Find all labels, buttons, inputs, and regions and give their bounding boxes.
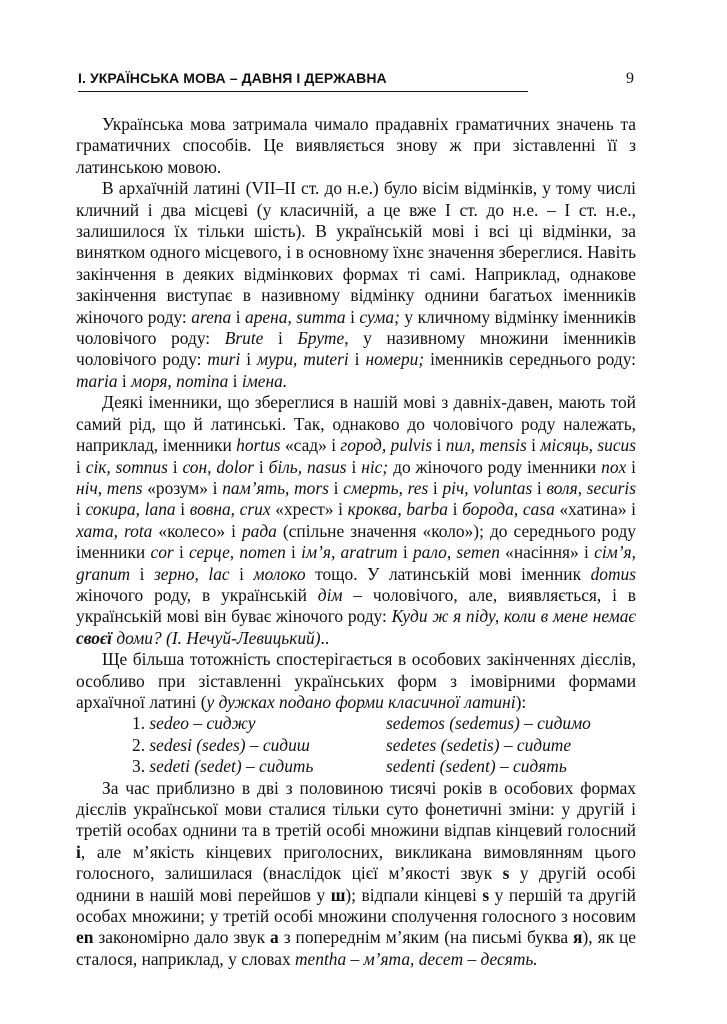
- italic-term: кроква, barba: [347, 499, 448, 520]
- text-run: і: [532, 477, 547, 498]
- italic-term: пил, mensis: [445, 435, 527, 456]
- italic-term: Куди ж я піду, коли в мене немає: [391, 606, 637, 627]
- text-run: і: [285, 542, 302, 563]
- text-run: і: [345, 306, 360, 327]
- text-run: і: [397, 542, 413, 563]
- italic-term: ніс;: [361, 456, 389, 477]
- plural-form: sedemos (sedemus) – сидимо: [386, 713, 591, 734]
- text-run: Українська мова затримала чимало прадавніх граматичних значень та граматичних способів. Це виявляється знову ж при зіставленні її з латинською мовою.: [76, 114, 636, 177]
- header-rule: [78, 91, 528, 92]
- bold-term: s: [502, 863, 510, 884]
- italic-term: arena: [191, 306, 232, 327]
- text-run: – чоловічого, але, виявляється, і в українській мові він буває жіночого роду:: [76, 584, 636, 627]
- conjugation-row: [132, 756, 636, 777]
- paragraph: [76, 649, 636, 713]
- text-run: у другій особі однини в нашій мові перейшов у: [76, 863, 636, 905]
- italic-term: моря, nomina: [131, 370, 229, 391]
- paragraph: [76, 178, 636, 392]
- italic-term: mentha – м’ята, decem – десять.: [295, 948, 538, 969]
- plural-form: sedetes (sedetis) – сидите: [386, 734, 572, 755]
- text-run: жіночого роду, в українській: [76, 584, 318, 605]
- text-run: ..: [320, 627, 330, 648]
- text-run: і: [263, 328, 298, 349]
- text-run: і: [428, 477, 443, 498]
- italic-term: cor: [150, 542, 174, 563]
- bold-term: я: [573, 927, 583, 948]
- italic-term: Brute: [224, 328, 264, 349]
- italic-term: вовна, crux: [189, 499, 271, 520]
- text-run: і: [173, 542, 190, 563]
- italic-term: пам’ять, mors: [222, 477, 329, 498]
- italic-term: hortus: [236, 435, 281, 456]
- conjugation-singular: [132, 756, 386, 777]
- text-run: і: [231, 306, 246, 327]
- italic-term: біль, nasus: [268, 456, 347, 477]
- singular-form: sedeti (sedet) – сидить: [149, 756, 314, 777]
- text-run: , але м’якість кінцевих приголосних, викликана вимовлянням цього голосного, залишилася (внаслідок цієї м’якості звук: [76, 841, 636, 884]
- singular-form: sedeo – сиджу: [149, 713, 256, 734]
- italic-term: дім: [317, 584, 343, 605]
- text-run: і: [228, 370, 242, 391]
- italic-term: хата, rota: [76, 520, 153, 541]
- italic-term: сокира, lana: [85, 499, 176, 520]
- text-run: і: [76, 456, 86, 477]
- italic-term: номери;: [365, 349, 425, 370]
- page-header: [78, 70, 634, 94]
- text-run: у кличному відмінку іменників чоловічого роду:: [76, 306, 637, 349]
- conjugation-table: [132, 713, 636, 777]
- plural-form: sedenti (sedent) – сидять: [386, 756, 567, 777]
- text-run: і: [328, 477, 344, 498]
- text-run: закономірно дало звук: [93, 927, 271, 948]
- text-run: ):: [515, 691, 527, 712]
- bold-term: і: [76, 841, 81, 862]
- text-run: «колесо» і: [152, 520, 242, 541]
- text-run: у першій та другій особах множини; у третій особі множини сполучення голосного з носовим: [76, 884, 636, 926]
- running-title: І. УКРАЇНСЬКА МОВА – ДАВНЯ І ДЕРЖАВНА: [78, 70, 387, 86]
- text-run: тощо. У латинській мові іменник: [305, 563, 591, 584]
- italic-term: Бруте: [297, 328, 345, 349]
- text-run: ), як це сталося, наприклад, у словах: [76, 927, 637, 969]
- text-run: і: [254, 456, 269, 477]
- text-run: ); відпали кінцеві: [345, 884, 483, 905]
- page-number: 9: [626, 70, 634, 87]
- italic-term: muri: [207, 349, 241, 370]
- italic-term: nox: [601, 456, 627, 477]
- body-text: [76, 114, 636, 970]
- text-run: Ще більша тотожність спостерігається в особових закінченнях дієслів, особливо при зіставленні українських форм з імовірними формами архаїчної латині (: [76, 649, 636, 712]
- text-run: і: [447, 499, 463, 520]
- text-run: «сад» і: [280, 435, 341, 456]
- italic-term: рало, semen: [412, 542, 500, 563]
- text-run: іменників середнього роду:: [424, 349, 637, 370]
- bold-term: s: [482, 884, 490, 905]
- text-run: «насіння» і: [499, 542, 595, 563]
- italic-term: у дужках подано форми класичної латині: [206, 691, 516, 712]
- bold-italic-term: своєї: [76, 627, 113, 648]
- text-run: і: [167, 456, 183, 477]
- italic-term: борода, casa: [462, 499, 555, 520]
- text-run: і: [348, 349, 366, 370]
- conjugation-singular: [132, 713, 386, 734]
- paragraph: [76, 778, 636, 971]
- text-run: «розум» і: [142, 477, 223, 498]
- italic-term: річ, voluntas: [442, 477, 533, 498]
- italic-term: доми? (І. Нечуй-Левицький): [112, 627, 321, 648]
- paragraph: [76, 392, 636, 649]
- italic-term: ніч, mens: [76, 477, 143, 498]
- italic-term: арена, summa: [245, 306, 346, 327]
- person-number: 1.: [132, 713, 146, 734]
- italic-term: смерть, res: [343, 477, 429, 498]
- person-number: 3.: [132, 756, 146, 777]
- text-run: , у називному множини іменників чоловічого роду:: [76, 328, 636, 370]
- text-run: і: [130, 563, 154, 584]
- italic-term: місяць, sucus: [540, 435, 637, 456]
- italic-term: сім’я, granum: [76, 542, 636, 584]
- text-run: (спільне значення «коло»); до середнього роду іменники: [76, 520, 636, 563]
- text-run: і: [626, 456, 636, 477]
- italic-term: domus: [590, 563, 637, 584]
- text-run: За час приблизно в дві з половиною тисячі років в особових формах дієслів української мови сталися тільки суто фонетичні зміни: у другій і третій особах однини та в третій особі множини відпав кінцевий голосний: [76, 777, 636, 841]
- italic-term: maria: [76, 370, 118, 391]
- text-run: Деякі іменники, що збереглися в нашій мові з давніх-давен, мають той самий рід, що й латинські. Так, однаково до чоловічого роду належать, наприклад, іменники: [76, 392, 636, 456]
- text-run: і: [117, 370, 132, 391]
- bold-term: ш: [330, 884, 346, 905]
- text-run: і: [526, 435, 541, 456]
- text-run: з попереднім м’яким (на письмі буква: [278, 927, 574, 948]
- italic-term: зерно, lac: [154, 563, 230, 584]
- italic-term: імена.: [241, 370, 288, 391]
- text-run: і: [432, 435, 446, 456]
- italic-term: мури, muteri: [257, 349, 349, 370]
- italic-term: город, pulvis: [340, 435, 433, 456]
- italic-term: серце, nomen: [189, 542, 286, 563]
- italic-term: ім’я, aratrum: [301, 542, 398, 563]
- italic-term: сон, dolor: [182, 456, 255, 477]
- paragraph: [76, 114, 636, 178]
- person-number: 2.: [132, 734, 146, 755]
- italic-term: сік, somnus: [85, 456, 168, 477]
- italic-term: воля, securis: [546, 477, 637, 498]
- singular-form: sedesi (sedes) – сидиш: [149, 734, 310, 755]
- text-run: до жіночого роду іменники: [388, 456, 602, 477]
- conjugation-row: [132, 713, 636, 734]
- text-run: і: [175, 499, 190, 520]
- text-run: В архаїчній латині (VII–II ст. до н.е.) було вісім відмінків, у тому числі кличний і два місцеві (у класичній, а це вже I ст. до н.е. – I ст. н.е., залишилося їх тільки шість). В українській мові і всі ці відмінки, за винятком одного місцевого, і в основному їхнє значення збереглися. Навіть закінчення в деяких відмінкових формах ті самі. Наприклад, однакове закінчення виступає в називному відмінку однини багатьох іменників жіночого роду:: [76, 178, 636, 327]
- text-run: «хрест» і: [270, 499, 348, 520]
- conjugation-row: [132, 735, 636, 756]
- text-run: і: [346, 456, 362, 477]
- bold-term: а: [270, 927, 279, 948]
- text-run: і: [229, 563, 254, 584]
- text-run: «хатина» і: [554, 499, 636, 520]
- text-run: і: [76, 499, 86, 520]
- text-run: і: [240, 349, 258, 370]
- conjugation-singular: [132, 735, 386, 756]
- bold-term: en: [76, 927, 94, 948]
- italic-term: рада: [241, 520, 277, 541]
- italic-term: сума;: [359, 306, 400, 327]
- italic-term: молоко: [253, 563, 306, 584]
